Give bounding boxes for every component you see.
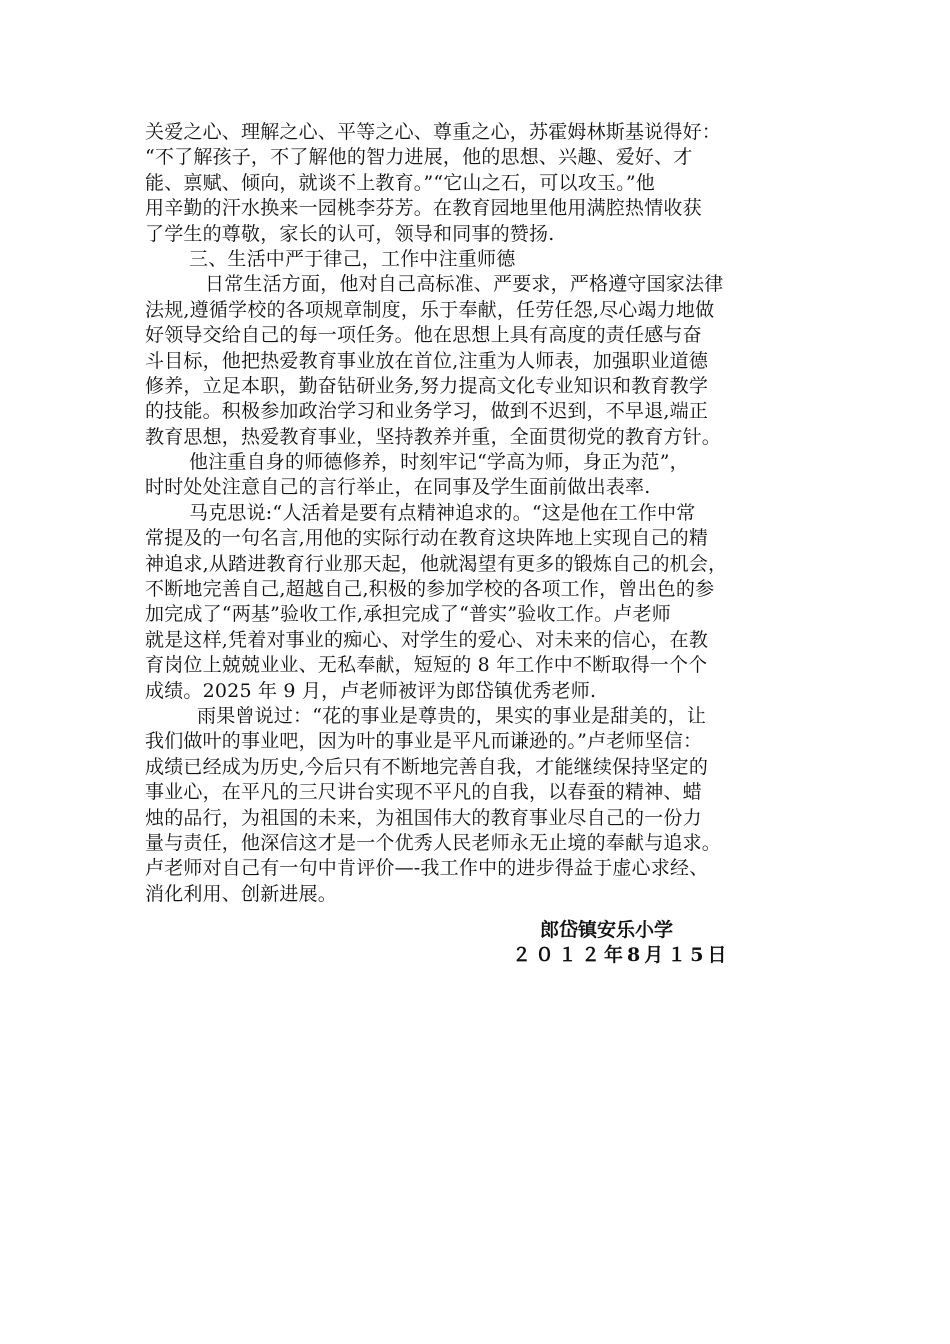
text-line: 用辛勤的汗水换来一园桃李芬芳。在教育园地里他用满腔热情收获: [145, 197, 702, 220]
text-line: 常提及的一句名言,用他的实际行动在教育这块阵地上实现自己的精: [145, 527, 709, 550]
text-line: 斗目标，他把热爱教育事业放在首位,注重为人师表，加强职业道德: [145, 349, 709, 372]
text-line: 事业心，在平凡的三尺讲台实现不平凡的自我，以春蚕的精神、蜡: [145, 781, 702, 804]
text-line: 雨果曾说过：“花的事业是尊贵的，果实的事业是甜美的，让: [197, 704, 707, 727]
text-line: 了学生的尊敬，家长的认可，领导和同事的赞扬.: [145, 222, 555, 245]
text-line: 关爱之心、理解之心、平等之心、尊重之心，苏霍姆林斯基说得好：: [145, 121, 722, 143]
text-line: 能、禀赋、倾向，就谈不上教育。”“它山之石，可以攻玉。”他: [145, 171, 655, 194]
text-line: 育岗位上兢兢业业、无私奉献，短短的 8 年工作中不断取得一个个: [145, 654, 708, 677]
text-line: 他注重自身的师德修养，时刻牢记“学高为师，身正为范”，: [189, 451, 689, 474]
signature-organization: 郎岱镇安乐小学: [540, 919, 674, 941]
text-line: 成绩。2025 年 9 月，卢老师被评为郎岱镇优秀老师.: [145, 679, 597, 702]
text-line: 我们做叶的事业吧，因为叶的事业是平凡而谦逊的。”卢老师坚信：: [145, 730, 703, 753]
text-line: 就是这样,凭着对事业的痴心、对学生的爱心、对未来的信心，在教: [145, 628, 709, 651]
text-line: 神追求,从踏进教育行业那天起，他就渴望有更多的锻炼自己的机会，: [145, 552, 728, 575]
text-line: 好领导交给自己的每一项任务。他在思想上具有高度的责任感与奋: [145, 324, 702, 347]
text-line: 成绩已经成为历史,今后只有不断地完善自我，才能继续保持坚定的: [145, 755, 709, 778]
text-line: 卢老师对自己有一句中肯评价—-我工作中的进步得益于虚心求经、: [145, 857, 709, 880]
text-line: 不断地完善自己,超越自己,积极的参加学校的各项工作，曾出色的参: [145, 578, 715, 601]
text-line: “不了解孩子，不了解他的智力进展，他的思想、兴趣、爱好、才: [145, 146, 693, 169]
text-line: 消化利用、创新进展。: [145, 882, 338, 905]
text-line: 加完成了“两基”验收工作,承担完成了“普实”验收工作。卢老师: [145, 603, 671, 626]
text-line: 的技能。积极参加政治学习和业务学习，做到不迟到，不早退,端正: [145, 400, 709, 423]
text-line: 法规,遵循学校的各项规章制度，乐于奉献，任劳任怨,尽心竭力地做: [145, 298, 715, 321]
text-line: 日常生活方面，他对自己高标准、严要求，严格遵守国家法律: [205, 273, 724, 296]
text-line: 烛的品行，为祖国的未来，为祖国伟大的教育事业尽自己的一份力: [145, 806, 702, 829]
signature-block: [500, 918, 800, 968]
text-line: 教育思想，热爱教育事业，坚持教养并重，全面贯彻党的教育方针。: [145, 425, 722, 448]
text-line: 时时处处注意自己的言行举止，在同事及学生面前做出表率.: [145, 476, 651, 499]
document-body: [145, 120, 815, 907]
text-line: 量与责任，他深信这才是一个优秀人民老师永无止境的奉献与追求。: [145, 831, 722, 854]
text-line: 修养，立足本职，勤奋钻研业务,努力提高文化专业知识和教育教学: [145, 374, 709, 397]
section-heading: 三、生活中严于律己，工作中注重师德: [189, 247, 516, 270]
signature-date: ２０１２年8月１5日: [512, 944, 731, 966]
text-line: 马克思说:“人活着是要有点精神追求的。“这是他在工作中常: [189, 501, 696, 524]
